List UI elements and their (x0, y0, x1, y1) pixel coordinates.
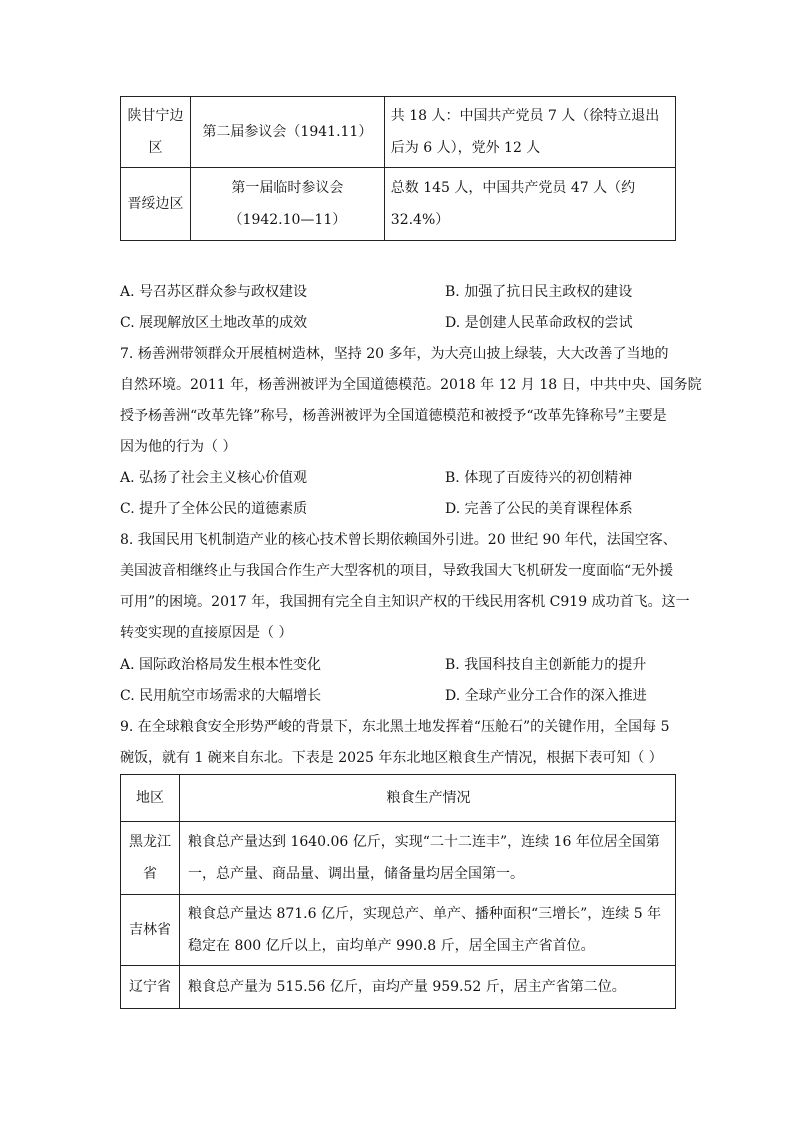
region-cell: 陕甘宁边区 (121, 97, 191, 168)
council-composition-table (120, 96, 676, 241)
q7-stem-line: 授予杨善洲“改革先锋”称号，杨善洲被评为全国道德模范和被授予“改革先锋称号”主要是 (120, 408, 667, 424)
q6-option-d[interactable]: D. 是创建人民革命政权的尝试 (445, 315, 633, 331)
table-row (121, 168, 676, 241)
header-region: 地区 (121, 775, 180, 822)
region-cell: 辽宁省 (121, 966, 180, 1009)
region-cell: 黑龙江省 (121, 822, 180, 895)
q9-stem-line: 9. 在全球粮食安全形势严峻的背景下，东北黑土地发挥着“压舱石”的关键作用，全国每 5 (120, 719, 670, 735)
region-cell: 吉林省 (121, 895, 180, 966)
table-row (121, 822, 676, 895)
q6-option-c[interactable]: C. 展现解放区土地改革的成效 (120, 315, 308, 331)
info-cell: 粮食总产量为 515.56 亿斤，亩均产量 959.52 斤，居主产省第二位。 (180, 966, 676, 1009)
composition-cell: 共 18 人：中国共产党员 7 人（徐特立退出后为 6 人），党外 12 人 (384, 97, 675, 168)
q8-stem-line: 8. 我国民用飞机制造产业的核心技术曾长期依赖国外引进。20 世纪 90 年代，法国空客、 (120, 532, 677, 548)
grain-production-table (120, 774, 676, 1009)
q7-option-c[interactable]: C. 提升了全体公民的道德素质 (120, 501, 308, 517)
q7-option-a[interactable]: A. 弘扬了社会主义核心价值观 (120, 470, 308, 486)
header-info: 粮食生产情况 (180, 775, 676, 822)
q8-option-c[interactable]: C. 民用航空市场需求的大幅增长 (120, 688, 322, 704)
q8-option-d[interactable]: D. 全球产业分工合作的深入推进 (445, 688, 647, 704)
table-row (121, 966, 676, 1009)
composition-cell: 总数 145 人，中国共产党员 47 人（约 32.4%） (384, 168, 675, 241)
q8-stem-line: 美国波音相继终止与我国合作生产大型客机的项目，导致我国大飞机研发一度面临“无外援 (120, 563, 674, 579)
q7-stem-line: 因为他的行为（ ） (120, 439, 237, 455)
q7-stem-line: 7. 杨善洲带领群众开展植树造林，坚持 20 多年，为大亮山披上绿装，大大改善了当地的 (120, 346, 669, 362)
q7-option-b[interactable]: B. 体现了百废待兴的初创精神 (445, 470, 633, 486)
region-cell: 晋绥边区 (121, 168, 191, 241)
info-cell: 粮食总产量达 871.6 亿斤，实现总产、单产、播种面积“三增长”，连续 5 年稳定在 800 亿斤以上，亩均单产 990.8 斤，居全国主产省首位。 (180, 895, 676, 966)
table-row (121, 97, 676, 168)
session-cell: 第一届临时参议会（1942.10—11） (191, 168, 385, 241)
q8-option-b[interactable]: B. 我国科技自主创新能力的提升 (445, 657, 647, 673)
table-header-row (121, 775, 676, 822)
q8-stem-line: 转变实现的直接原因是（ ） (120, 625, 293, 641)
q8-stem-line: 可用”的困境。2017 年，我国拥有完全自主知识产权的干线民用客机 C919 成功首飞。这一 (120, 594, 690, 610)
q8-option-a[interactable]: A. 国际政治格局发生根本性变化 (120, 657, 322, 673)
q7-option-d[interactable]: D. 完善了公民的美育课程体系 (445, 501, 633, 517)
q9-stem-line: 碗饭，就有 1 碗来自东北。下表是 2025 年东北地区粮食生产情况，根据下表可知（ ） (120, 750, 663, 766)
session-cell: 第二届参议会（1941.11） (191, 97, 385, 168)
q6-option-a[interactable]: A. 号召苏区群众参与政权建设 (120, 284, 308, 300)
table-row (121, 895, 676, 966)
q6-option-b[interactable]: B. 加强了抗日民主政权的建设 (445, 284, 633, 300)
info-cell: 粮食总产量达到 1640.06 亿斤，实现“二十二连丰”，连续 16 年位居全国第一，总产量、商品量、调出量，储备量均居全国第一。 (180, 822, 676, 895)
q7-stem-line: 自然环境。2011 年，杨善洲被评为全国道德模范。2018 年 12 月 18 日，中共中央、国务院 (120, 377, 702, 393)
